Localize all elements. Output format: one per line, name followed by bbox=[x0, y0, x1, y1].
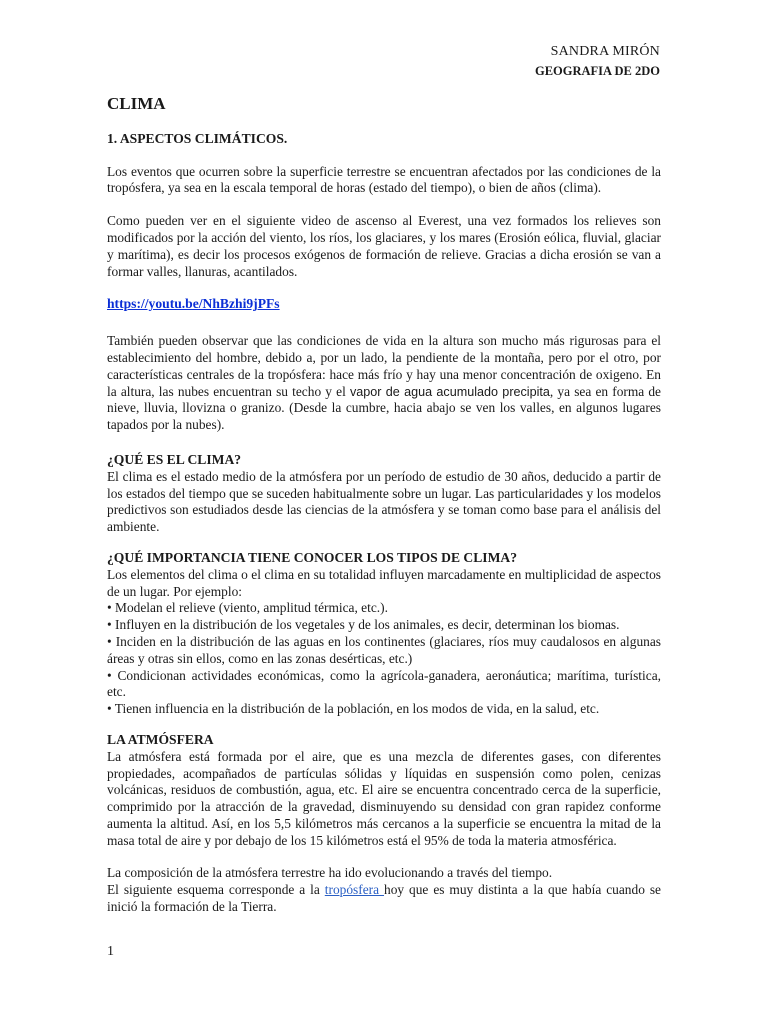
paragraph-importancia-intro: Los elementos del clima o el clima en su totalidad influyen marcadamente en multiplicidad de aspectos de un lugar. Por ejemplo: bbox=[107, 566, 661, 599]
document-title: CLIMA bbox=[107, 94, 166, 113]
list-item: • Inciden en la distribución de las aguas en los continentes (glaciares, ríos muy caudalosos en algunas áreas y otras sin ellos, como en las zonas desérticas, etc.) bbox=[107, 633, 661, 666]
paragraph-esquema-end: hoy que es muy distinta a la que había cuando se inició la formación de la Tierra. bbox=[107, 882, 661, 915]
paragraph-everest: Como pueden ver en el siguiente video de ascenso al Everest, una vez formados los relieves son modificados por la acción del viento, los ríos, los glaciares, y los mares (Erosión eólica, fluvial, glaciar y marítima), es decir los procesos exógenos de formación de relieve. Gracias a dicha erosión se van a formar valles, llanuras, acantilados. bbox=[107, 213, 661, 279]
list-item: • Tienen influencia en la distribución de la población, en los modos de vida, en la salud, etc. bbox=[107, 701, 600, 717]
list-item: • Modelan el relieve (viento, amplitud térmica, etc.). bbox=[107, 600, 388, 616]
youtube-link[interactable]: https://youtu.be/NhBzhi9jPFs bbox=[107, 296, 280, 312]
section-heading-aspectos: 1. ASPECTOS CLIMÁTICOS. bbox=[107, 130, 288, 146]
document-body bbox=[107, 96, 661, 916]
section-heading-importancia: ¿QUÉ IMPORTANCIA TIENE CONOCER LOS TIPOS DE CLIMA? bbox=[107, 549, 518, 565]
paragraph-condiciones-end: , ya sea en forma de nieve, lluvia, llovizna o granizo. (Desde la cumbre, hacia abajo se ven los valles, en algunos lugares tapados por la nubes). bbox=[107, 383, 662, 433]
paragraph-esquema-start: El siguiente esquema corresponde a la bbox=[107, 882, 325, 898]
list-item: • Influyen en la distribución de los vegetales y de los animales, es decir, determinan los biomas. bbox=[107, 617, 620, 633]
header-author: SANDRA MIRÓN bbox=[550, 44, 660, 59]
section-heading-que-es-clima: ¿QUÉ ES EL CLIMA? bbox=[107, 451, 242, 467]
paragraph-esquema bbox=[107, 882, 661, 916]
page-number: 1 bbox=[107, 944, 114, 959]
section-heading-atmosfera: LA ATMÓSFERA bbox=[107, 731, 214, 747]
header-subject-text: GEOGRAFIA DE 2DO bbox=[534, 64, 660, 78]
paragraph-definicion-clima: El clima es el estado medio de la atmósfera por un período de estudio de 30 años, deducido a partir de los estados del tiempo que se suceden habitualmente sobre un lugar. Las particularidades y los modelos predictivos son estudiados desde las ciencias de la atmósfera y se toman como base para el análisis del ambiente. bbox=[107, 468, 661, 535]
list-item: • Condicionan actividades económicas, como la agrícola-ganadera, aeronáutica; marítima, turística, etc. bbox=[107, 667, 661, 700]
paragraph-condiciones-highlight: vapor de agua acumulado precipita bbox=[349, 384, 550, 399]
paragraph-atmosfera: La atmósfera está formada por el aire, que es una mezcla de diferentes gases, con diferentes propiedades, acompañados de partículas sólidas y líquidas en suspensión como polen, cenizas volcánicas, residuos de combustión, agua, etc. El aire se encuentra concentrado cerca de la superficie, comprimido por la atracción de la gravedad, disminuyendo su densidad con gran rapidez conforme aumenta la altitud. Así, en los 5,5 kilómetros más cercanos a la superficie se encuentra la mitad de la masa total de aire y por debajo de los 15 kilómetros está el 95% de toda la materia atmosférica. bbox=[107, 748, 661, 848]
paragraph-condiciones-start: También pueden observar que las condiciones de vida en la altura son mucho más rigurosas para el establecimiento del hombre, debido a, por un lado, la pendiente de la montaña, pero por el otro, por características centrales de la tropósfera: hace más frío y hay una menor concentración de oxigeno. En la altura, las nubes encuentran su techo y el bbox=[107, 333, 661, 399]
troposfera-link[interactable]: tropósfera bbox=[324, 882, 385, 898]
paragraph-eventos: Los eventos que ocurren sobre la superficie terrestre se encuentran afectados por las condiciones de la tropósfera, ya sea en la escala temporal de horas (estado del tiempo), o bien de años (clima). bbox=[107, 163, 661, 196]
importancia-list bbox=[107, 600, 661, 718]
paragraph-composicion: La composición de la atmósfera terrestre ha ido evolucionando a través del tiempo. bbox=[107, 865, 553, 881]
paragraph-condiciones bbox=[107, 333, 661, 434]
